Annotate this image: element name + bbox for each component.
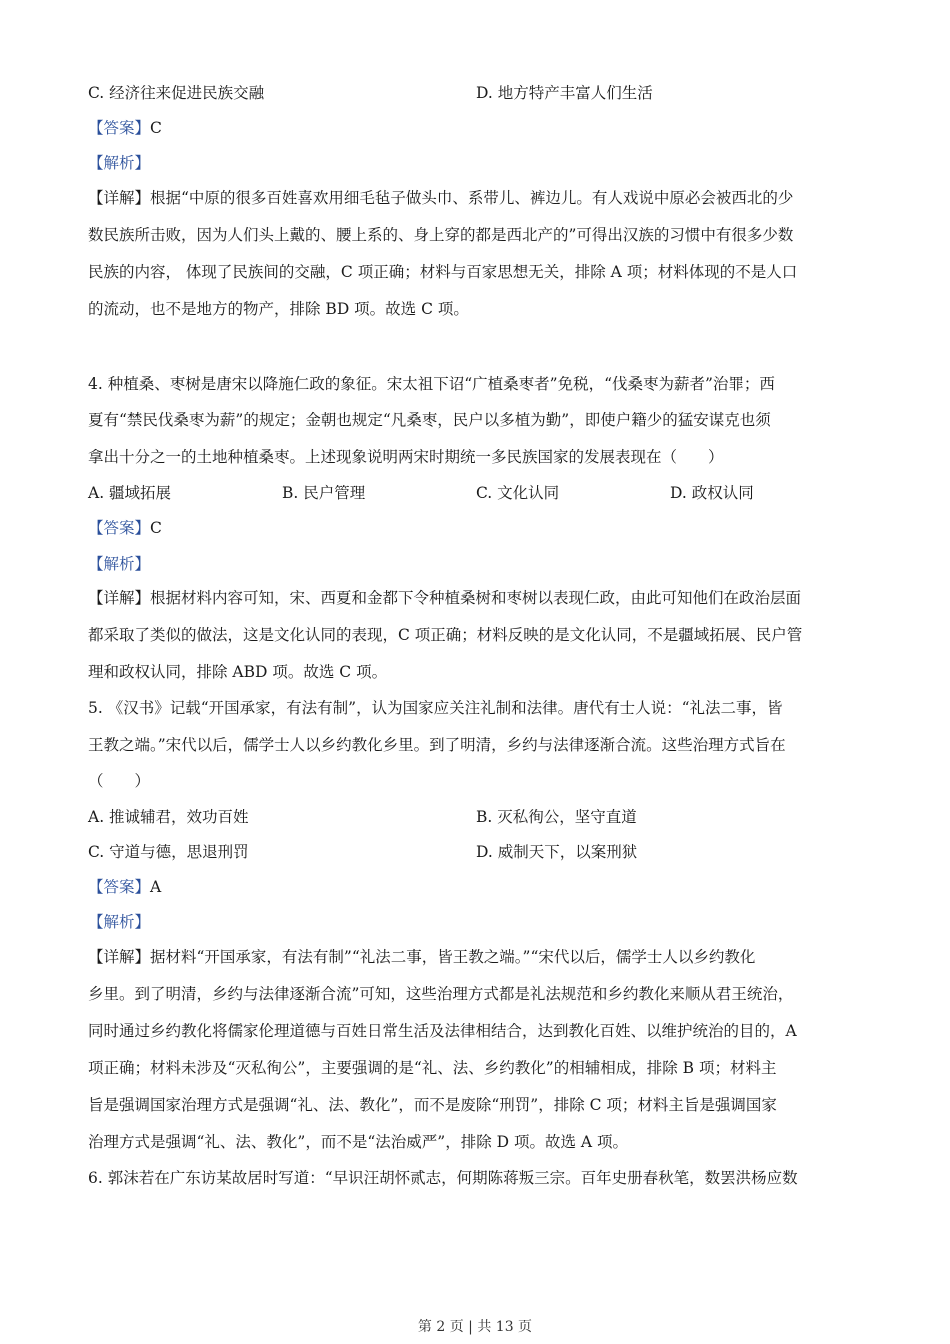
answer-value: C bbox=[150, 119, 162, 137]
q6-stem-line: 6. 郭沫若在广东访某故居时写道：“早识汪胡怀贰志，何期陈蒋叛三宗。百年史册春秋笔，数罢洪杨应数 bbox=[88, 1169, 798, 1187]
q3-option-d: D. 地方特产丰富人们生活 bbox=[476, 84, 653, 102]
q4-detail-line: 【详解】根据材料内容可知，宋、西夏和金都下令种植桑树和枣树以表现仁政，由此可知他们在政治层面 bbox=[88, 589, 802, 607]
q5-detail-line: 旨是强调国家治理方式是强调“礼、法、教化”，而不是废除“刑罚”，排除 C 项；材料主旨是强调国家 bbox=[88, 1096, 777, 1114]
q5-detail-line: 同时通过乡约教化将儒家伦理道德与百姓日常生活及法律相结合，达到教化百姓、以维护统治的目的，A bbox=[88, 1022, 797, 1040]
answer-label: 【答案】 bbox=[88, 119, 151, 137]
q5-detail-line: 项正确；材料未涉及“灭私徇公”，主要强调的是“礼、法、乡约教化”的相辅相成，排除 B 项；材料主 bbox=[88, 1059, 777, 1077]
q5-analysis-label: 【解析】 bbox=[88, 913, 151, 931]
q4-option-a: A. 疆域拓展 bbox=[88, 484, 172, 502]
q4-option-c: C. 文化认同 bbox=[476, 484, 560, 502]
q5-option-b: B. 灭私徇公，坚守直道 bbox=[476, 808, 637, 826]
q4-stem-line: 4. 种植桑、枣树是唐宋以降施仁政的象征。宋太祖下诏“广植桑枣者”免税，“伐桑枣为薪者”治罪；西 bbox=[88, 375, 775, 393]
q4-option-d: D. 政权认同 bbox=[670, 484, 754, 502]
q5-stem-line: 王教之端。”宋代以后，儒学士人以乡约教化乡里。到了明清，乡约与法律逐渐合流。这些治理方式旨在 bbox=[88, 736, 786, 754]
q4-analysis-label: 【解析】 bbox=[88, 555, 151, 573]
q5-answer bbox=[88, 876, 863, 898]
q3-answer bbox=[88, 117, 863, 139]
q3-detail-line: 数民族所击败，因为人们头上戴的、腰上系的、身上穿的都是西北产的”可得出汉族的习惯中有很多少数 bbox=[88, 226, 794, 244]
answer-value: A bbox=[150, 878, 162, 896]
q3-detail-line: 民族的内容， 体现了民族间的交融，C 项正确；材料与百家思想无关，排除 A 项；材料体现的不是人口 bbox=[88, 263, 798, 281]
q5-stem-line: （ ） bbox=[88, 772, 151, 790]
q4-stem-line: 夏有“禁民伐桑枣为薪”的规定；金朝也规定“凡桑枣，民户以多植为勤”，即使户籍少的猛安谋克也须 bbox=[88, 411, 771, 429]
q4-stem-line: 拿出十分之一的土地种植桑枣。上述现象说明两宋时期统一多民族国家的发展表现在（ ） bbox=[88, 448, 724, 466]
q4-detail-line: 都采取了类似的做法，这是文化认同的表现，C 项正确；材料反映的是文化认同，不是疆域拓展、民户管 bbox=[88, 626, 803, 644]
answer-label: 【答案】 bbox=[88, 878, 151, 896]
q3-detail-line: 【详解】根据“中原的很多百姓喜欢用细毛毡子做头巾、系带儿、裤边儿。有人戏说中原必会被西北的少 bbox=[88, 189, 794, 207]
q4-detail-line: 理和政权认同，排除 ABD 项。故选 C 项。 bbox=[88, 663, 388, 681]
q5-option-c: C. 守道与德，思退刑罚 bbox=[88, 843, 249, 861]
answer-label: 【答案】 bbox=[88, 519, 151, 537]
q5-detail-line: 治理方式是强调“礼、法、教化”，而不是“法治威严”，排除 D 项。故选 A 项。 bbox=[88, 1133, 629, 1151]
q3-analysis-label: 【解析】 bbox=[88, 154, 151, 172]
q4-answer bbox=[88, 517, 863, 539]
page-footer: 第 2 页 | 共 13 页 bbox=[417, 1319, 533, 1335]
q3-option-c: C. 经济往来促进民族交融 bbox=[88, 84, 265, 102]
q5-option-d: D. 威制天下，以案刑狱 bbox=[476, 843, 638, 861]
q3-detail-line: 的流动，也不是地方的物产，排除 BD 项。故选 C 项。 bbox=[88, 300, 469, 318]
q5-option-a: A. 推诚辅君，效功百姓 bbox=[88, 808, 249, 826]
q5-detail-line: 【详解】据材料“开国承家，有法有制”“礼法二事，皆王教之端。”“宋代以后，儒学士人以乡约教化 bbox=[88, 948, 756, 966]
q5-stem-line: 5. 《汉书》记载“开国承家，有法有制”，认为国家应关注礼制和法律。唐代有士人说：“礼法二事，皆 bbox=[88, 699, 783, 717]
q4-option-b: B. 民户管理 bbox=[282, 484, 366, 502]
answer-value: C bbox=[150, 519, 162, 537]
q5-detail-line: 乡里。到了明清，乡约与法律逐渐合流”可知，这些治理方式都是礼法规范和乡约教化来顺从君王统治， bbox=[88, 985, 794, 1003]
